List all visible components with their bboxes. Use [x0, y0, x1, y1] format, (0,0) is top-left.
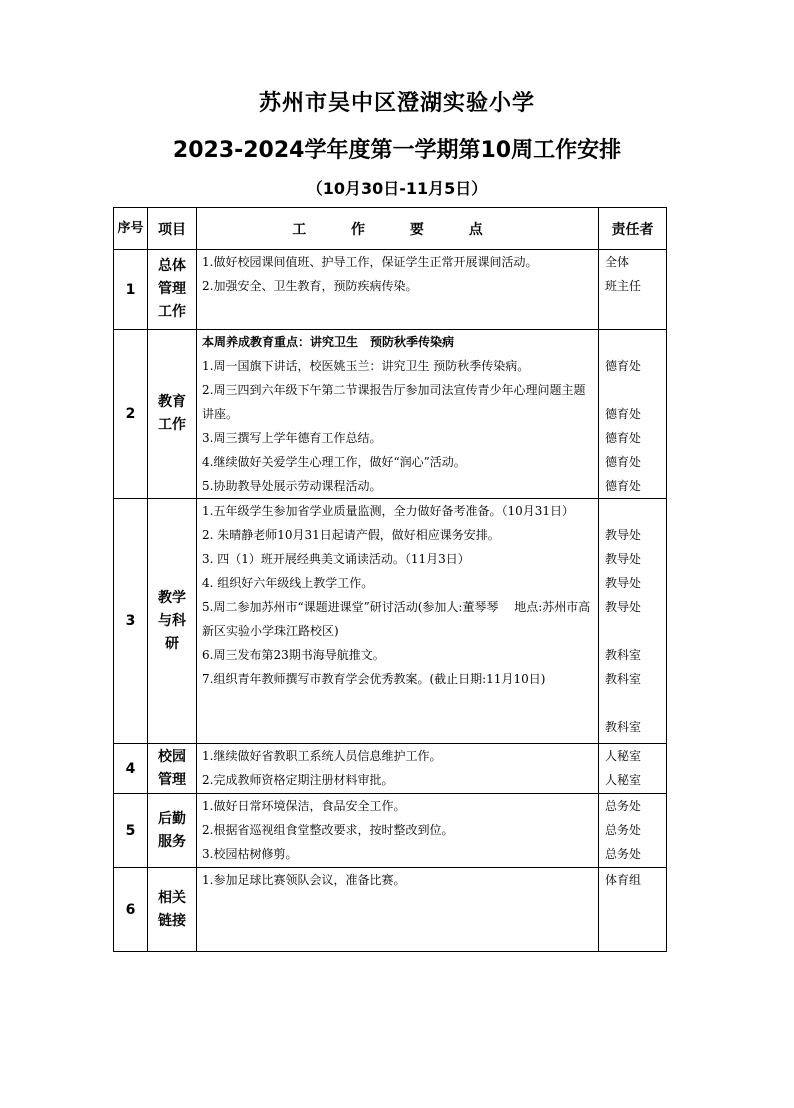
work-line: 4. 组织好六年级线上教学工作。 — [202, 576, 374, 590]
weekly-focus: 本周养成教育重点：讲究卫生 预防秋季传染病 — [202, 335, 455, 349]
table-row — [114, 744, 667, 794]
work-line: 4.继续做好关爱学生心理工作，做好“润心”活动。 — [202, 455, 466, 469]
row-work — [197, 794, 599, 868]
row-number: 3 — [114, 499, 148, 744]
work-line: 2.周三四到六年级下午第二节课报告厅参加司法宣传青少年心理问题主题讲座。 — [202, 383, 586, 421]
resp-line: 教科室 — [605, 672, 642, 686]
work-line: 2.完成教师资格定期注册材料审批。 — [202, 773, 394, 787]
row-resp — [599, 330, 667, 499]
row-item: 教学与科研 — [148, 499, 197, 744]
resp-line: 德育处 — [605, 431, 642, 445]
row-item: 校园管理 — [148, 744, 197, 794]
resp-line: 全体 — [605, 255, 630, 269]
row-work — [197, 250, 599, 330]
resp-line: 班主任 — [605, 279, 642, 293]
row-number: 1 — [114, 250, 148, 330]
resp-line: 体育组 — [605, 873, 642, 887]
table-header-row — [114, 208, 667, 250]
table-row — [114, 499, 667, 744]
header-resp: 责任者 — [599, 208, 667, 250]
work-line: 1.周一国旗下讲话，校医姚玉兰：讲究卫生 预防秋季传染病。 — [202, 359, 530, 373]
schedule-table — [113, 207, 667, 952]
resp-line: 人秘室 — [605, 773, 642, 787]
work-line: 6.周三发布第23期书海导航推文。 — [202, 648, 385, 662]
work-line: 3. 四（1）班开展经典美文诵读活动。（11月3日） — [202, 552, 470, 566]
work-line: 2. 朱晴静老师10月31日起请产假，做好相应课务安排。 — [202, 528, 500, 542]
row-number: 2 — [114, 330, 148, 499]
resp-line: 总务处 — [605, 847, 642, 861]
work-line: 5.周二参加苏州市“课题进课堂”研讨活动(参加人:董琴琴 地点:苏州市高新区实验小学珠江路校区) — [202, 600, 591, 638]
resp-line: 德育处 — [605, 359, 642, 373]
header-work: 工 作 要 点 — [197, 208, 599, 250]
work-line: 1.继续做好省教职工系统人员信息维护工作。 — [202, 749, 442, 763]
row-number: 6 — [114, 868, 148, 952]
resp-line: 教导处 — [605, 552, 642, 566]
row-resp — [599, 868, 667, 952]
row-work — [197, 868, 599, 952]
resp-line: 德育处 — [605, 407, 642, 421]
row-resp — [599, 744, 667, 794]
row-number: 5 — [114, 794, 148, 868]
row-item: 总体管理工作 — [148, 250, 197, 330]
work-line: 3.校园枯树修剪。 — [202, 847, 298, 861]
resp-line: 总务处 — [605, 823, 642, 837]
work-line: 5.协助教导处展示劳动课程活动。 — [202, 479, 382, 493]
row-work — [197, 330, 599, 499]
resp-line: 德育处 — [605, 455, 642, 469]
row-work — [197, 744, 599, 794]
row-resp — [599, 794, 667, 868]
work-line: 2.加强安全、卫生教育，预防疾病传染。 — [202, 279, 418, 293]
table-row — [114, 794, 667, 868]
work-line: 7.组织青年教师撰写市教育学会优秀教案。(截止日期:11月10日) — [202, 672, 546, 686]
resp-line: 教导处 — [605, 528, 642, 542]
row-item: 后勤服务 — [148, 794, 197, 868]
date-range: （10月30日-11月5日） — [306, 179, 488, 198]
resp-line: 教科室 — [605, 720, 642, 734]
resp-line: 总务处 — [605, 799, 642, 813]
page-title: 2023-2024学年度第一学期第10周工作安排 — [172, 138, 622, 163]
header-item: 项目 — [148, 208, 197, 250]
work-line: 1.五年级学生参加省学业质量监测，全力做好备考准备。（10月31日） — [202, 504, 574, 518]
work-line: 1.做好日常环境保洁，食品安全工作。 — [202, 799, 406, 813]
row-work — [197, 499, 599, 744]
table-row — [114, 868, 667, 952]
row-number: 4 — [114, 744, 148, 794]
header-no: 序号 — [114, 208, 148, 250]
row-item: 相关链接 — [148, 868, 197, 952]
work-line: 1.参加足球比赛领队会议，准备比赛。 — [202, 873, 406, 887]
table-row — [114, 330, 667, 499]
resp-line: 德育处 — [605, 479, 642, 493]
row-resp — [599, 499, 667, 744]
row-resp — [599, 250, 667, 330]
resp-line: 教导处 — [605, 576, 642, 590]
resp-line: 教导处 — [605, 600, 642, 614]
work-line: 1.做好校园课间值班、护导工作，保证学生正常开展课间活动。 — [202, 255, 538, 269]
table-row — [114, 250, 667, 330]
resp-line: 人秘室 — [605, 749, 642, 763]
resp-line: 教科室 — [605, 648, 642, 662]
school-name: 苏州市吴中区澄湖实验小学 — [258, 91, 535, 116]
work-line: 3.周三撰写上学年德育工作总结。 — [202, 431, 382, 445]
row-item: 教育工作 — [148, 330, 197, 499]
work-line: 2.根据省巡视组食堂整改要求，按时整改到位。 — [202, 823, 454, 837]
